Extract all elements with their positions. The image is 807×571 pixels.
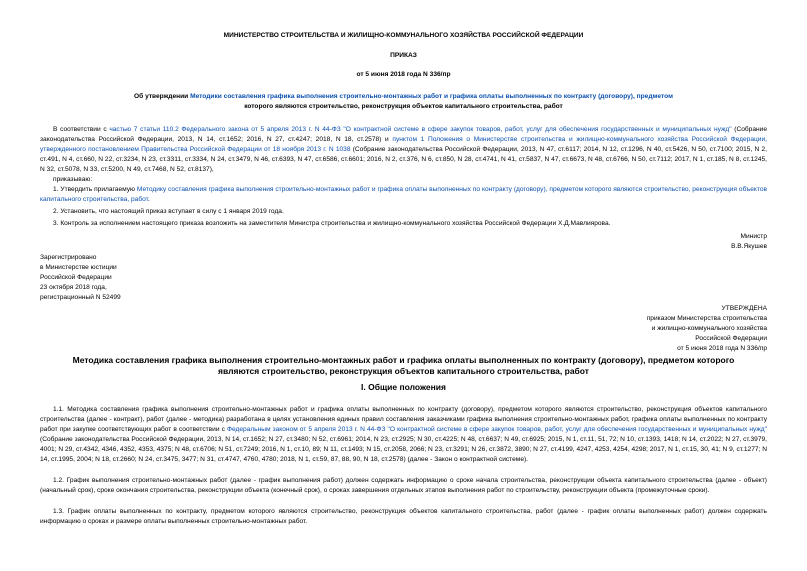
paragraph-1-1-text: (Собрание законодательства Российской Федерации, 2013, N 14, ст.1652; N 27, ст.3480; N 52, ст.6961; 2014, N 23, ст.2925; N 30, ст.4225; N 48, ст.6637; N 49, ст.6925; 2015, N 1, ст.11, 51, 72; N 10, ст.1393, 1418; N 14, ст.2022; N 27, ст.3979, 4001; N 29, ст.4342, 4346, 4352, 4353, 4375; N 48, ст.6706; N 51, ст.7249; 2016, N 1, ст.10, 89; N 11, ст.1493; N 15, ст.2058, 2066; N 23, ст.3291; N 26, ст.3872, 3890; N 27, ст.4199, 4247, 4253, 4254, 4298; 2017, N 1, ст.15, 30, 41; N 9, ст.1277; N 14, ст.1995, 2004; N 18, ст.2660; N 24, ст.3475, 3477; N 31, ст.4747, 4760, 4780; 2018, N 1, ст.59, 87, 88, 90, N 18, ст.2578) (далее - Закон о контрактной системе). bbox=[40, 436, 767, 463]
paragraph-1-1-text: 1.1. Методика составления графика выполнения строительно-монтажных работ и графика оплаты выполненных по контракту (договору), предметом которого являются строительство, реконструкция объектов капитального строительства (далее - контракт), работ (далее - методика) разработана в целях установления единых правил составления заказчиками графика выполнения строительно-монтажных работ, графика оплаты выполненных по контракту работ при закупке соответствующих работ в соответствии с bbox=[40, 406, 767, 433]
item-1-text: 1. Утвердить прилагаемую bbox=[53, 186, 137, 193]
section-heading: I. Общие положения bbox=[361, 382, 446, 392]
preamble-paragraph bbox=[40, 125, 767, 175]
document-title bbox=[20, 92, 787, 112]
approval-line: от 5 июня 2018 года N 336/пр bbox=[677, 345, 767, 352]
registration-line: Зарегистрировано bbox=[40, 254, 97, 261]
registration-line: 23 октября 2018 года, bbox=[40, 284, 107, 291]
item-1-text: . bbox=[147, 196, 150, 203]
paragraph-1-1 bbox=[40, 405, 767, 465]
registration-line: в Министерстве юстиции bbox=[40, 264, 117, 271]
approval-line: и жилищно-коммунального хозяйства bbox=[651, 325, 767, 332]
registration-line: Российской Федерации bbox=[40, 274, 112, 281]
preamble-text: (Собрание законодательства Российской Федерации, 2013, N 14, ст.1652; 2016, N 27, ст.4247; 2018, N 18, ст.2578) и bbox=[40, 126, 767, 143]
signature-position: Министр bbox=[740, 233, 767, 240]
paragraph-1-3: 1.3. График оплаты выполненных по контракту, предметом которого являются строительство, реконструкция объектов капитального строительства, работ (далее - график оплаты выполненных работ) должен содержать информацию о сроках и размере оплаты выполненных строительно-монтажных работ. bbox=[40, 508, 767, 525]
item-2: 2. Установить, что настоящий приказ вступает в силу с 1 января 2019 года. bbox=[53, 208, 284, 215]
document-title-line2: которого являются строительство, реконструкция объектов капитального строительства, работ bbox=[244, 103, 563, 110]
preamble-text: В соответствии с bbox=[53, 126, 110, 133]
ministry-heading: МИНИСТЕРСТВО СТРОИТЕЛЬСТВА И ЖИЛИЩНО-КОММУНАЛЬНОГО ХОЗЯЙСТВА РОССИЙСКОЙ ФЕДЕРАЦИИ bbox=[223, 32, 584, 39]
methodology-title-line: Методика составления графика выполнения строительно-монтажных работ и графика оплаты выполненных по контракту (договору), предметом которого bbox=[72, 355, 735, 365]
regulation-link[interactable]: пунктом 1 Положения о Министерстве строительства и жилищно-коммунального хозяйства Российской Федерации, утвержденного постановлением Правительства Российской Федерации от 18 ноября 2013 г. N 1038 bbox=[40, 136, 767, 153]
methodology-title bbox=[20, 355, 787, 377]
approval-line: Российской Федерации bbox=[695, 335, 767, 342]
paragraph-1-2: 1.2. График выполнения строительно-монтажных работ (далее - график выполнения работ) должен содержать информацию о сроке начала строительства, реконструкции объекта капитального строительства (далее - объект) (начальный срок), сроке окончания строительства, реконструкции объекта (конечный срок), о сроках завершения отдельных этапов выполнения работ по строительству, реконструкции объекта (промежуточные сроки). bbox=[40, 477, 767, 494]
registration-block bbox=[40, 253, 121, 303]
methodology-link[interactable]: Методику составления графика выполнения строительно-монтажных работ и графика оплаты выполненных по контракту (договору), предметом которого являются строительство, реконструкция объектов капитального строительства, работ bbox=[40, 186, 767, 203]
signature-name: В.В.Якушев bbox=[731, 243, 767, 250]
orders-word: приказываю: bbox=[53, 176, 93, 183]
methodology-title-line: являются строительство, реконструкция объектов капитального строительства, работ bbox=[218, 366, 589, 376]
document-date-number: от 5 июня 2018 года N 336/пр bbox=[356, 71, 451, 78]
approval-line: приказом Министерства строительства bbox=[646, 315, 767, 322]
law-44fz-link-2[interactable]: Федеральным законом от 5 апреля 2013 г. N 44-ФЗ "О контрактной системе в сфере закупок товаров, работ, услуг для обеспечения государственных и муниципальных нужд" bbox=[226, 426, 767, 433]
document-title-prefix: Об утверждении bbox=[134, 93, 191, 100]
law-44fz-link[interactable]: частью 7 статьи 110.2 Федерального закона от 5 апреля 2013 г. N 44-ФЗ "О контрактной системе в сфере закупок товаров, работ, услуг для обеспечения государственных и муниципальных нужд" bbox=[109, 126, 732, 133]
methodology-title-link[interactable]: Методики составления графика выполнения строительно-монтажных работ и графика оплаты выполненных по контракту (договору), предметом bbox=[190, 93, 673, 100]
document-type: ПРИКАЗ bbox=[390, 52, 417, 59]
approval-block bbox=[647, 304, 767, 354]
approval-line: УТВЕРЖДЕНА bbox=[721, 305, 767, 312]
item-1 bbox=[40, 185, 767, 205]
item-3: 3. Контроль за исполнением настоящего приказа возложить на заместителя Министра строительства и жилищно-коммунального хозяйства Российской Федерации Х.Д.Мавлиярова. bbox=[53, 220, 611, 227]
registration-line: регистрационный N 52499 bbox=[40, 294, 121, 301]
preamble-text: (Собрание законодательства Российской Федерации, 2013, N 47, ст.6117; 2014, N 12, ст.1296, N 40, ст.5426, N 50, ст.7100; 2015, N 2, ст.491, N 4, ст.660, N 22, ст.3234, N 23, ст.3311, ст.3334, N 24, ст.3479, N 46, ст.6393, N 47, ст.6586, ст.6601; 2016, N 2, ст.376, N 6, ст.850, N 28, ст.4741, N 41, ст.5837, N 47, ст.6673, N 48, ст.6766, N 50, ст.7112; 2017, N 1, ст.185, N 8, ст.1245, N 32, ст.5078, N 33, ст.5200, N 49, ст.7468, N 52, ст.8137), bbox=[40, 146, 767, 173]
